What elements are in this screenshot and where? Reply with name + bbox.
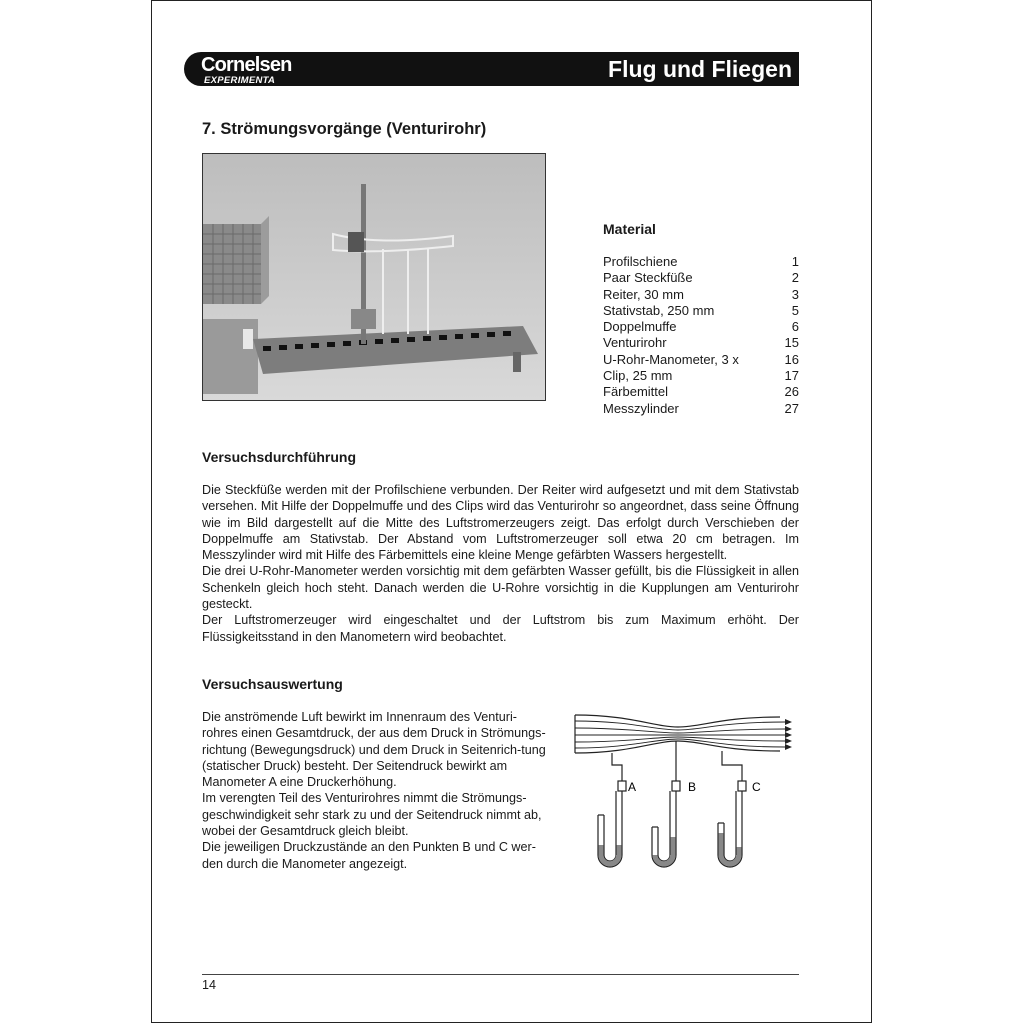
material-item-name: Profilschiene <box>603 254 678 269</box>
material-item <box>603 319 799 335</box>
logo-sub-text: EXPERIMENTA <box>204 75 276 86</box>
material-item-number: 15 <box>784 335 799 351</box>
procedure-paragraph: Die drei U-Rohr-Manometer werden vorsichtig mit dem gefärbten Wasser gefüllt, bis die Flüssigkeit in allen Schenkeln gleich hoch steht. Danach werden die U-Rohre vorsichtig in die Kupplungen am Venturirohr gesteckt. <box>202 564 799 612</box>
material-item-number: 3 <box>791 286 799 302</box>
procedure-paragraph: Der Luftstromerzeuger wird eingeschaltet und der Luftstrom bis zum Maximum erhöht. Der Flüssigkeitsstand in den Manometern wird beobachtet. <box>202 613 799 644</box>
material-item <box>603 287 799 303</box>
coupling-a <box>618 781 626 791</box>
chapter-title: Flug und Fliegen <box>608 56 792 82</box>
material-item-name: Venturirohr <box>603 335 667 351</box>
coupling-b <box>672 781 680 791</box>
evaluation-heading: Versuchsauswertung <box>202 676 343 692</box>
experiment-photo-illustration <box>203 154 545 400</box>
material-item <box>603 384 799 400</box>
label-c: C <box>752 780 761 794</box>
evaluation-paragraph: Die jeweiligen Druckzustände an den Punkten B und C wer-den durch die Manometer angezeigt. <box>202 840 536 871</box>
material-item <box>603 303 799 319</box>
cornelsen-logo <box>201 52 292 86</box>
material-item <box>603 270 799 286</box>
material-item-name: Reiter, 30 mm <box>603 286 684 302</box>
footer-rule <box>202 974 799 975</box>
coupling-c <box>738 781 746 791</box>
flow-lines <box>575 721 785 748</box>
material-item-number: 5 <box>791 302 799 318</box>
material-item-name: Doppelmuffe <box>603 319 677 335</box>
evaluation-text <box>202 709 549 872</box>
material-item-name: Paar Steckfüße <box>603 270 693 286</box>
section-title: 7. Strömungsvorgänge (Venturirohr) <box>202 120 487 138</box>
material-item-name: Stativstab, 250 mm <box>603 302 715 318</box>
material-item-number: 26 <box>784 384 799 400</box>
material-heading: Material <box>603 221 656 237</box>
evaluation-paragraph: Die anströmende Luft bewirkt im Innenraum des Venturi-rohres einen Gesamtdruck, der aus dem Druck in Strömungs-richtung (Bewegungsdruck) und dem Druck in Seitenrich-tung (statischer Druck) besteht. Der Seitendruck bewirkt am Manometer A eine Druckerhöhung. <box>202 710 546 790</box>
evaluation-paragraph: Im verengten Teil des Venturirohres nimmt die Strömungs-geschwindigkeit sehr stark zu und der Seitendruck nimmt ab, wobei der Gesamtdruck gleich bleibt. <box>202 791 542 839</box>
label-b: B <box>688 780 697 794</box>
material-item-number: 27 <box>784 400 799 416</box>
material-item <box>603 401 799 417</box>
venturi-top-wall <box>575 715 780 727</box>
page-number: 14 <box>202 978 217 992</box>
flow-arrowheads <box>785 719 792 750</box>
fan-grid <box>203 216 269 304</box>
material-item <box>603 335 799 351</box>
procedure-text <box>202 482 799 645</box>
material-item-number: 1 <box>791 254 799 269</box>
logo-main-text: Cornelsen <box>201 54 292 76</box>
material-item-name: Messzylinder <box>603 400 679 416</box>
material-item-number: 17 <box>784 368 799 384</box>
material-item-number: 16 <box>784 351 799 367</box>
material-item <box>603 352 799 368</box>
venturi-diagram <box>570 705 802 885</box>
procedure-paragraph: Die Steckfüße werden mit der Profilschiene verbunden. Der Reiter wird aufgesetzt und mit dem Stativstab versehen. Mit Hilfe der Doppelmuffe und des Clips wird das Venturirohr so angeordnet, dass seine Öffnung wie im Bild dargestellt auf die Mitte des Luftstromerzeugers zeigt. Das erfolgt durch Verschieben der Doppelmuffe am Stativstab. Der Abstand vom Luftstromerzeuger soll etwa 20 cm betragen. Im Messzylinder wird mit Hilfe des Färbemittels eine kleine Menge gefärbten Wassers hergestellt. <box>202 483 799 563</box>
experiment-photo <box>202 153 546 401</box>
material-item-name: Färbemittel <box>603 384 669 400</box>
material-item-name: Clip, 25 mm <box>603 368 673 384</box>
material-item-number: 6 <box>791 319 799 335</box>
material-item <box>603 368 799 384</box>
material-item-number: 2 <box>791 270 799 286</box>
material-list <box>603 254 799 417</box>
procedure-heading: Versuchsdurchführung <box>202 449 357 465</box>
material-item <box>603 254 799 270</box>
label-a: A <box>628 780 637 794</box>
material-item-name: U-Rohr-Manometer, 3 x <box>603 351 739 367</box>
